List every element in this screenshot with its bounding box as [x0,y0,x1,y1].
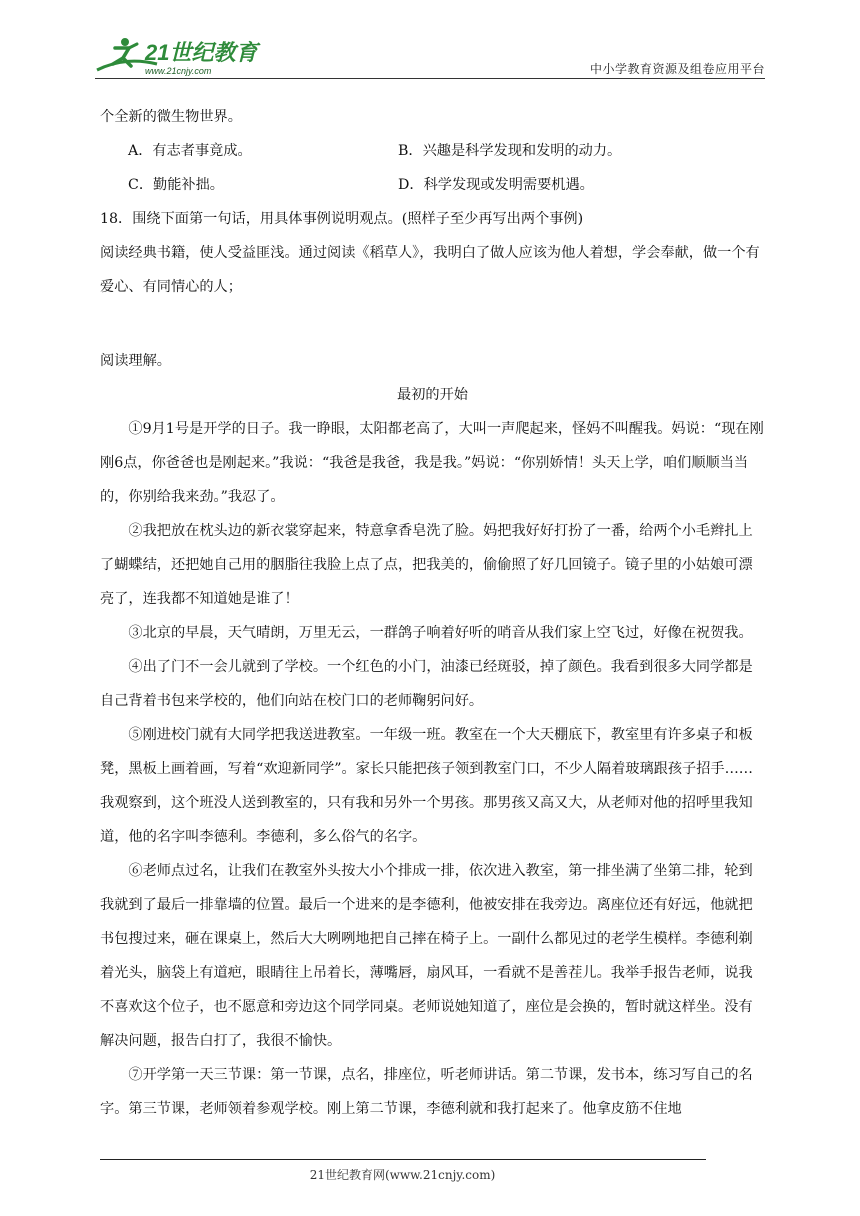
page-footer[interactable]: 21世纪教育网(www.21cnjy.com) [309,1168,496,1182]
footer-divider [100,1159,706,1160]
option-c: C．勤能补拙。 [128,177,224,193]
paragraph-4: ④出了门不一会儿就到了学校。一个红色的小门，油漆已经斑驳，掉了颜色。我看到很多大同学都是自己背着书包来学校的，他们向站在校门口的老师鞠躬问好。 [100,659,753,709]
runner-logo-icon [95,34,265,78]
paragraph-3: ③北京的早晨，天气晴朗，万里无云，一群鸽子响着好听的哨音从我们家上空飞过，好像在祝贺我。 [128,625,753,641]
paragraph-2: ②我把放在枕头边的新衣裳穿起来，特意拿香皂洗了脸。妈把我好好打扮了一番，给两个小毛辫扎上了蝴蝶结，还把她自己用的胭脂往我脸上点了点，把我美的，偷偷照了好几回镜子。镜子里的小姑娘可漂亮了，连我都不知道她是谁了！ [100,523,753,607]
reading-heading: 阅读理解。 [100,353,171,369]
option-a: A．有志者事竟成。 [128,143,252,159]
options-row-1 [100,134,765,168]
platform-name: 中小学教育资源及组卷应用平台 [589,62,765,76]
logo-url: www.21cnjy.com [145,66,212,76]
paragraph-5: ⑤刚进校门就有大同学把我送进教室。一年级一班。教室在一个大天棚底下，教室里有许多桌子和板凳，黑板上画着画，写着“欢迎新同学”。家长只能把孩子领到教室门口，不少人隔着玻璃跟孩子招手……我观察到，这个班没人送到教室的，只有我和另外一个男孩。那男孩又高又大，从老师对他的招呼里我知道，他的名字叫李德利。李德利，多么俗气的名字。 [100,727,753,845]
continued-line: 个全新的微生物世界。 [100,109,242,125]
question-18: 18．围绕下面第一句话，用具体事例说明观点。(照样子至少再写出两个事例) [100,211,584,227]
paragraph-7: ⑦开学第一天三节课：第一节课，点名，排座位，听老师讲话。第二节课，发书本，练习写自己的名字。第三节课，老师领着参观学校。刚上第二节课，李德利就和我打起来了。他拿皮筋不住地 [100,1067,753,1117]
site-logo[interactable] [95,34,265,78]
paragraph-6: ⑥老师点过名，让我们在教室外头按大小个排成一排，依次进入教室，第一排坐满了坐第二排，轮到我就到了最后一排靠墙的位置。最后一个进来的是李德利，他被安排在我旁边。离座位还有好远，他就把书包搜过来，砸在课桌上，然后大大咧咧地把自己摔在椅子上。一副什么都见过的老学生模样。李德利剃着光头，脑袋上有道疤，眼睛往上吊着长，薄嘴唇，扇风耳，一看就不是善茬儿。我举手报告老师，说我不喜欢这个位子，也不愿意和旁边这个同学同桌。老师说她知道了，座位是会换的，暂时就这样坐。没有解决问题，报告白打了，我很不愉快。 [100,863,753,1049]
page-header [95,30,765,80]
paragraph-1: ①9月1号是开学的日子。我一睁眼，太阳都老高了，大叫一声爬起来，怪妈不叫醒我。妈说：“现在刚刚6点，你爸爸也是刚起来。”我说：“我爸是我爸，我是我。”妈说：“你别娇情！头天上学，咱们顺顺当当的，你别给我来劲。”我忍了。 [100,421,764,505]
options-row-2 [100,168,765,202]
answer-space [100,304,765,344]
header-divider [95,78,765,79]
document-body [100,100,765,1126]
option-b: B．兴趣是科学发现和发明的动力。 [398,143,622,159]
logo-text: 21世纪教育 [145,40,258,65]
story-title: 最初的开始 [397,387,468,403]
option-d: D．科学发现或发明需要机遇。 [398,177,594,193]
question-18-example: 阅读经典书籍，使人受益匪浅。通过阅读《稻草人》，我明白了做人应该为他人着想，学会奉献，做一个有爱心、有同情心的人； [100,245,760,295]
